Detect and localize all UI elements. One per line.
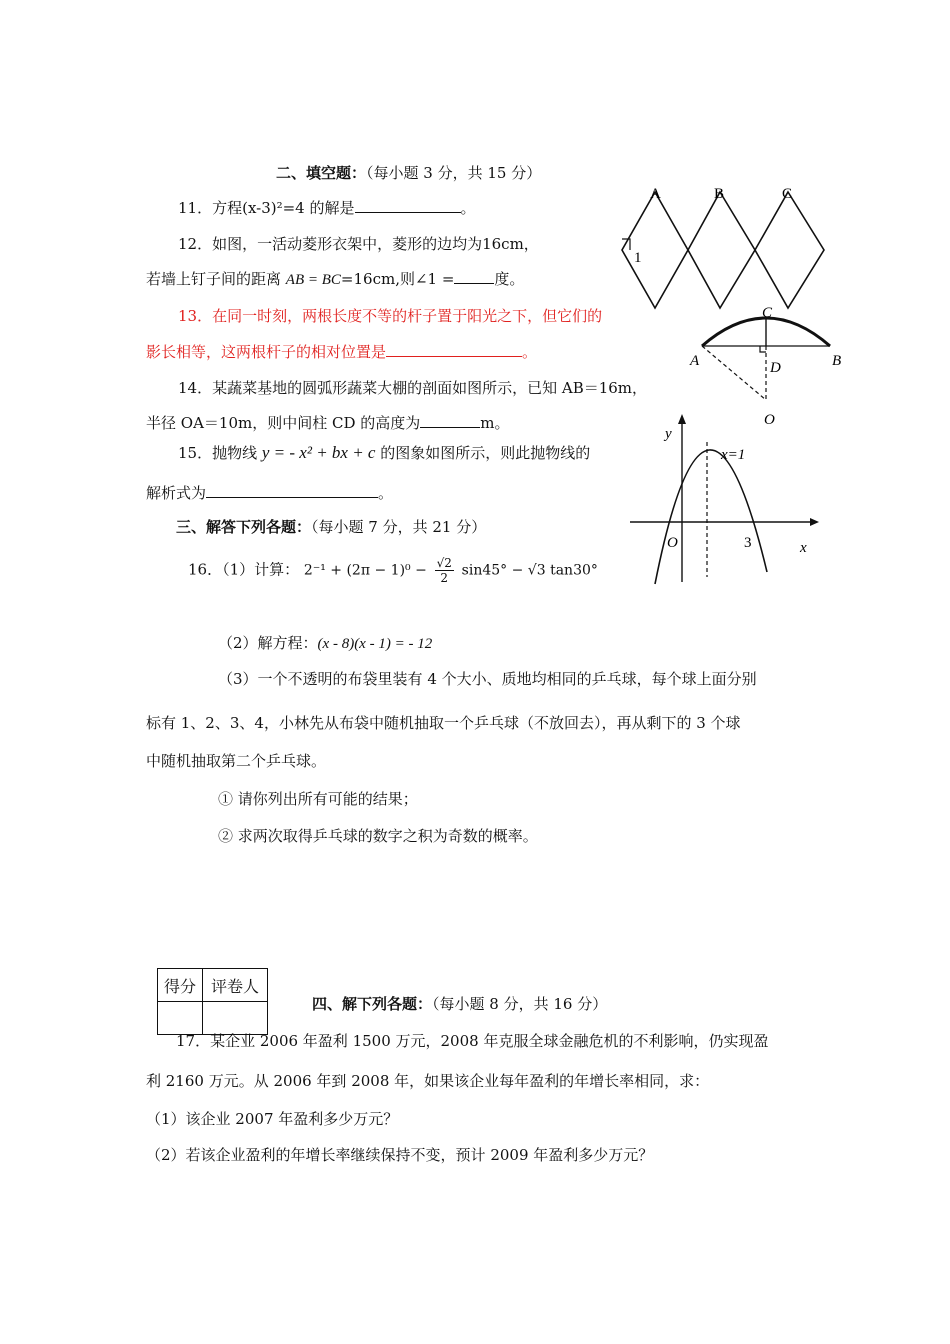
section-note: （每小题 3 分，共 15 分） (366, 164, 542, 182)
rhombus-rack-figure (620, 180, 830, 315)
axis-of-symmetry-label: x=1 (721, 447, 746, 463)
fraction: $\frac{√2}{2}$ (436, 556, 452, 585)
section4-header (312, 993, 607, 1014)
origin-label: O (667, 535, 678, 551)
question-16-3-line3: 中随机抽取第二个乒乓球。 (146, 752, 327, 770)
question-16-2: （2）解方程：(x - 8)(x - 1) = - 12 (218, 634, 433, 652)
score-box (157, 968, 268, 1035)
question-16-3-item1: ① 请你列出所有可能的结果； (218, 790, 418, 808)
formula: y = - x² + bx + c (261, 443, 376, 462)
label-a: A (690, 353, 700, 369)
root-label: 3 (744, 535, 752, 551)
section-note: （每小题 8 分，共 16 分） (432, 995, 608, 1013)
question-16-3-item2: ② 求两次取得乒乓球的数字之积为奇数的概率。 (218, 827, 538, 845)
question-14-line2: 半径 OA＝10m，则中间柱 CD 的高度为 m。 (146, 414, 510, 432)
angle-label: 1 (634, 250, 642, 266)
section2-header (276, 162, 541, 183)
question-13-line2: 影长相等，这两根杆子的相对位置是 。 (146, 343, 538, 361)
label-b: B (714, 186, 725, 202)
section3-header (176, 516, 486, 537)
question-16-1: 16．（1）计算： 2⁻¹ + (2π − 1)⁰ − $\frac{√2}{2}$ sin45° − √3 tan30° (188, 556, 598, 585)
y-axis-label: y (665, 426, 672, 442)
section-note: （每小题 7 分，共 21 分） (311, 518, 487, 536)
section-title: 三、解答下列各题： (176, 518, 312, 536)
question-17-line2: 利 2160 万元。从 2006 年到 2008 年，如果该企业每年盈利的年增长率相同，求： (146, 1072, 710, 1090)
question-12-line1: 12．如图，一活动菱形衣架中，菱形的边均为16cm， (178, 235, 539, 253)
question-15-line2: 解析式为 。 (146, 484, 394, 502)
question-16-3-line2: 标有 1、2、3、4，小林先从布袋中随机抽取一个乒乓球（不放回去），再从剩下的 3 个球 (146, 714, 741, 732)
question-17-line1: 17．某企业 2006 年盈利 1500 万元，2008 年克服全球金融危机的不利影响，仍实现盈 (176, 1032, 769, 1050)
label-c: C (782, 186, 793, 202)
x-axis-label: x (800, 540, 807, 556)
question-17-sub2: （2）若该企业盈利的年增长率继续保持不变，预计 2009 年盈利多少万元？ (146, 1146, 654, 1164)
arch-figure (680, 300, 850, 430)
answer-blank[interactable] (420, 413, 480, 428)
question-12-line2: 若墙上钉子间的距离 AB = BC=16cm,则∠1 = 度。 (146, 270, 525, 288)
section-title: 二、填空题： (276, 164, 367, 182)
label-a: A (650, 186, 661, 202)
answer-blank[interactable] (386, 342, 522, 357)
question-16-3-line1: （3）一个不透明的布袋里装有 4 个大小、质地均相同的乒乓球，每个球上面分别 (218, 670, 757, 688)
answer-blank[interactable] (355, 198, 461, 213)
label-b: B (832, 353, 842, 369)
question-17-sub1: （1）该企业 2007 年盈利多少万元？ (146, 1110, 399, 1128)
label-o: O (764, 412, 775, 428)
question-13-line1: 13．在同一时刻，两根长度不等的杆子置于阳光之下，但它们的 (178, 307, 603, 325)
grader-header: 评卷人 (203, 969, 268, 1002)
parabola-figure (625, 412, 825, 587)
section-title: 四、解下列各题： (312, 995, 433, 1013)
question-14-line1: 14．某蔬菜基地的圆弧形蔬菜大棚的剖面如图所示，已知 AB＝16m， (178, 379, 648, 397)
question-11: 11．方程(x-3)²=4 的解是 。 (178, 199, 476, 217)
answer-blank[interactable] (454, 269, 494, 284)
score-header: 得分 (158, 969, 203, 1002)
question-15-line1: 15．抛物线 y = - x² + bx + c 的图象如图所示，则此抛物线的 (178, 443, 591, 462)
label-d: D (770, 360, 781, 376)
answer-blank[interactable] (206, 483, 378, 498)
label-c: C (762, 305, 773, 321)
